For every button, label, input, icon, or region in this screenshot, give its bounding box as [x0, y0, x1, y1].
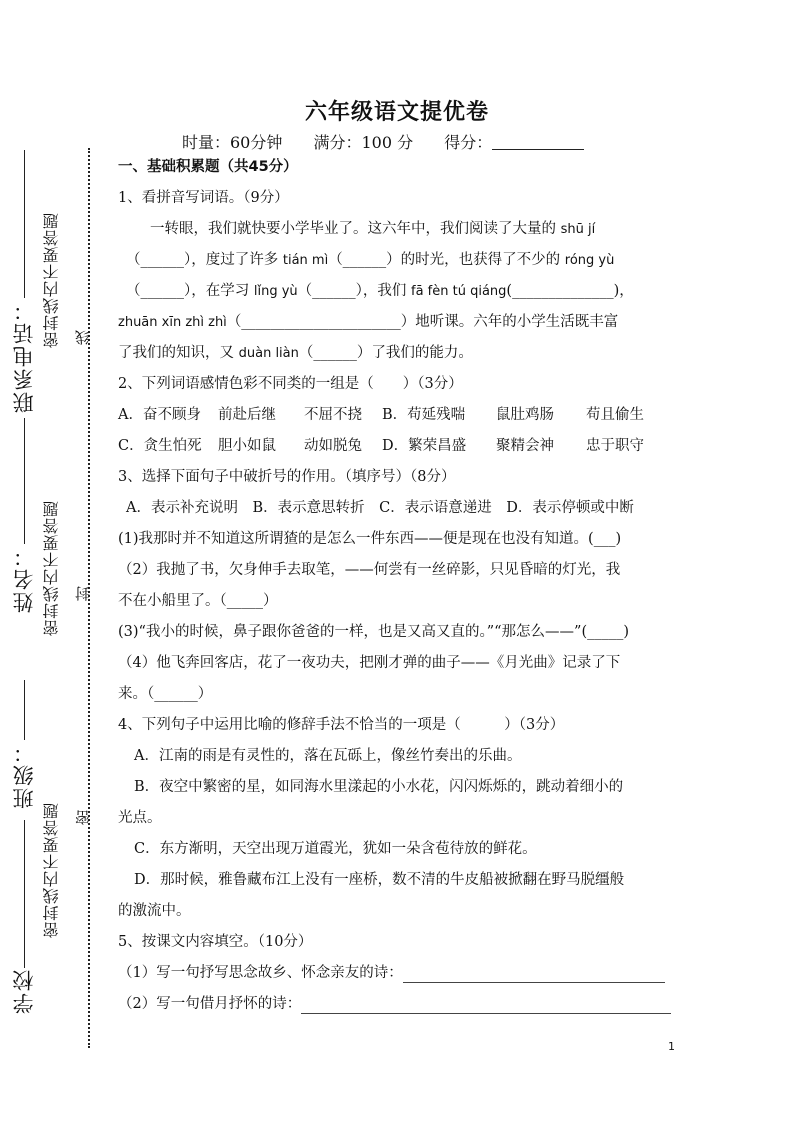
pinyin-rongyu: róng yù — [564, 253, 615, 268]
full-score: 满分：100 分 — [313, 133, 414, 152]
name-label: 姓名： — [12, 544, 36, 613]
pinyin-fenfa: fā fèn tú qiáng — [411, 284, 507, 299]
q1-line-1: 一转眼，我们就快要小学毕业了。这六年中，我们阅读了大量的 shū jí — [150, 221, 596, 237]
school-label: 学校 — [12, 968, 36, 1014]
q2-option-c[interactable]: C．贪生怕死 — [118, 438, 202, 454]
exam-content — [118, 152, 680, 1020]
q3-sentence-4b[interactable]: 来。（______） — [118, 686, 213, 702]
pinyin-lingyu: lǐng yù — [253, 284, 298, 299]
q4-option-d-1[interactable]: D．那时候，雅鲁藏布江上没有一座桥，数不清的牛皮船被掀翻在野马脱缰般 — [134, 872, 625, 888]
name-underline — [24, 418, 25, 544]
q2-stem[interactable]: 2、下列词语感情色彩不同类的一组是（ ）（3分） — [118, 376, 463, 392]
q3-sentence-4a: （4）他飞奔回客店，花了一夜功夫，把刚才弹的曲子——《月光曲》记录了下 — [118, 655, 621, 671]
q3-sentence-2b[interactable]: 不在小船里了。（_____） — [118, 593, 278, 609]
class-field[interactable] — [14, 680, 35, 809]
q5-stem: 5、按课文内容填空。（10分） — [118, 934, 313, 950]
seal-mark-feng: 封 — [74, 586, 92, 601]
q5-answer-2[interactable] — [301, 995, 671, 1014]
q4-option-d-2: 的激流中。 — [118, 903, 191, 919]
section-1-heading: 一、基础积累题（共45分） — [118, 159, 298, 175]
time-limit: 时量：60分钟 — [182, 133, 283, 152]
q2-row-2: C．贪生怕死 胆小如鼠 动如脱兔 D．繁荣昌盛 聚精会神 忠于职守 — [118, 431, 680, 462]
page-number: 1 — [668, 1040, 675, 1053]
q3-sentence-2a: （2）我抛了书，欠身伸手去取笔，——何尝有一丝碎影，只见昏暗的灯光，我 — [118, 562, 621, 578]
q5-item-2: （2）写一句借月抒怀的诗： — [118, 989, 680, 1020]
q5-item-1: （1）写一句抒写思念故乡、怀念亲友的诗： — [118, 958, 680, 989]
q2-option-d[interactable]: D．繁荣昌盛 — [382, 438, 467, 454]
pinyin-shuji: shū jí — [560, 222, 596, 237]
school-field[interactable] — [14, 820, 35, 1014]
q1-line-2[interactable]: （______），度过了许多 tián mì（______）的时光，也获得了不少的 róng yù — [126, 252, 615, 268]
q4-option-c[interactable]: C．东方渐明，天空出现万道霞光，犹如一朵含苞待放的鲜花。 — [134, 841, 537, 857]
q4-option-a[interactable]: A．江南的雨是有灵性的，落在瓦砾上，像丝竹奏出的乐曲。 — [134, 748, 522, 764]
q3-sentence-1[interactable]: (1)我那时并不知道这所谓猹的是怎么一件东西——便是现在也没有知道。(___) — [118, 531, 622, 547]
class-label: 班级： — [12, 740, 36, 809]
pinyin-zhuanxin: zhuān xīn zhì zhì — [118, 315, 227, 330]
school-underline — [24, 820, 25, 968]
page-title: 六年级语文提优卷 — [304, 100, 489, 125]
seal-mark-mi: 密 — [74, 810, 92, 825]
exam-info — [182, 130, 610, 153]
q3-sentence-3[interactable]: (3)“我小的时候，鼻子跟你爸爸的一样，也是又高又直的。”“那怎么——”(_____) — [118, 624, 630, 640]
q2-row-1: A．奋不顾身 前赴后继 不屈不挠 B．苟延残喘 鼠肚鸡肠 苟且偷生 — [118, 400, 680, 431]
score-label: 得分： — [444, 133, 493, 152]
seal-warning-3: 密封线内不要答题 — [42, 802, 61, 938]
phone-underline — [24, 150, 25, 298]
q2-option-a[interactable]: A．奋不顾身 — [118, 407, 201, 423]
pinyin-duanlian: duàn liàn — [238, 346, 299, 361]
seal-warning-2: 密封线内不要答题 — [42, 500, 61, 636]
score-blank[interactable] — [492, 149, 584, 150]
q1-stem: 1、看拼音写词语。（9分） — [118, 190, 289, 206]
seal-warning-1: 密封线内不要答题 — [42, 212, 61, 348]
q5-answer-1[interactable] — [403, 964, 665, 983]
seal-mark-xian: 线 — [74, 330, 92, 345]
q1-line-3[interactable]: （______），在学习 lǐng yù（______），我们 fā fèn tú qiáng(______________)， — [126, 283, 634, 299]
phone-field[interactable] — [14, 150, 35, 413]
q1-line-5[interactable]: 了我们的知识，又 duàn liàn（______）了我们的能力。 — [118, 345, 473, 361]
phone-label: 联系电话： — [12, 298, 36, 413]
class-underline — [24, 680, 25, 740]
q3-stem: 3、选择下面句子中破折号的作用。（填序号）（8分） — [118, 469, 456, 485]
q1-line-4[interactable]: zhuān xīn zhì zhì（______________________）地听课。六年的小学生活既丰富 — [118, 314, 619, 330]
q2-option-b[interactable]: B．苟延残喘 — [382, 407, 466, 423]
q4-option-b-1[interactable]: B．夜空中繁密的星，如同海水里漾起的小水花，闪闪烁烁的，跳动着细小的 — [134, 779, 624, 795]
pinyin-tianmi: tián mì — [282, 253, 329, 268]
q4-stem[interactable]: 4、下列句子中运用比喻的修辞手法不恰当的一项是（ ）（3分） — [118, 717, 565, 733]
name-field[interactable] — [14, 418, 35, 613]
q4-option-b-2: 光点。 — [118, 810, 162, 826]
q3-options: A．表示补充说明 B．表示意思转折 C．表示语意递进 D．表示停顿或中断 — [126, 500, 634, 516]
